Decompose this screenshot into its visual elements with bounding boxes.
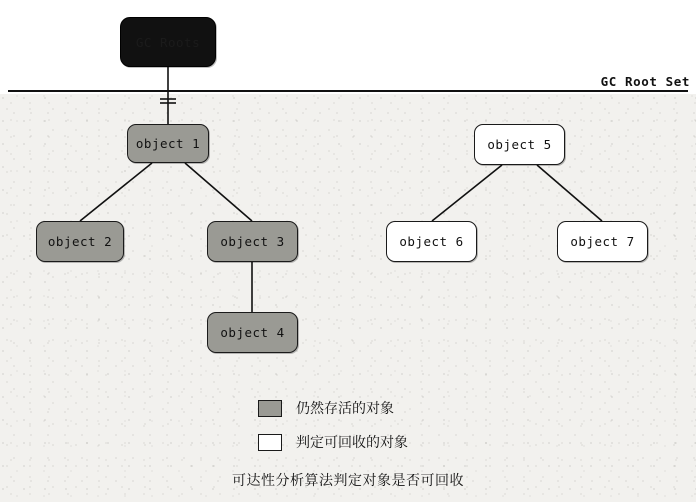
node-label: object 5 (487, 137, 552, 152)
edge-object5-object7 (537, 165, 602, 221)
node-label: object 7 (570, 234, 635, 249)
node-object-1[interactable] (127, 124, 209, 163)
node-object-2[interactable] (36, 221, 124, 262)
edge-object5-object6 (432, 165, 502, 221)
gc-root-set-label: GC Root Set (600, 74, 690, 89)
legend-swatch-alive (258, 400, 282, 417)
node-object-3[interactable] (207, 221, 298, 262)
edge-object1-object2 (80, 163, 152, 221)
node-label: object 6 (399, 234, 464, 249)
node-label: object 2 (47, 234, 113, 249)
node-label: object 4 (220, 325, 285, 340)
legend-swatch-dead (258, 434, 282, 451)
node-object-7[interactable] (557, 221, 648, 262)
legend-label-alive: 仍然存活的对象 (296, 401, 394, 417)
node-label: object 3 (220, 234, 285, 249)
node-object-6[interactable] (386, 221, 477, 262)
node-label: GC Roots (135, 34, 201, 50)
legend-item-alive (258, 398, 394, 418)
edge-object1-object3 (185, 163, 252, 221)
figure-caption: 可达性分析算法判定对象是否可回收 (232, 473, 464, 489)
node-label: object 1 (135, 136, 201, 151)
legend-item-dead (258, 432, 408, 452)
node-object-4[interactable] (207, 312, 298, 353)
legend-label-dead: 判定可回收的对象 (296, 435, 408, 451)
node-object-5[interactable] (474, 124, 565, 165)
node-gc-roots[interactable] (120, 17, 216, 67)
